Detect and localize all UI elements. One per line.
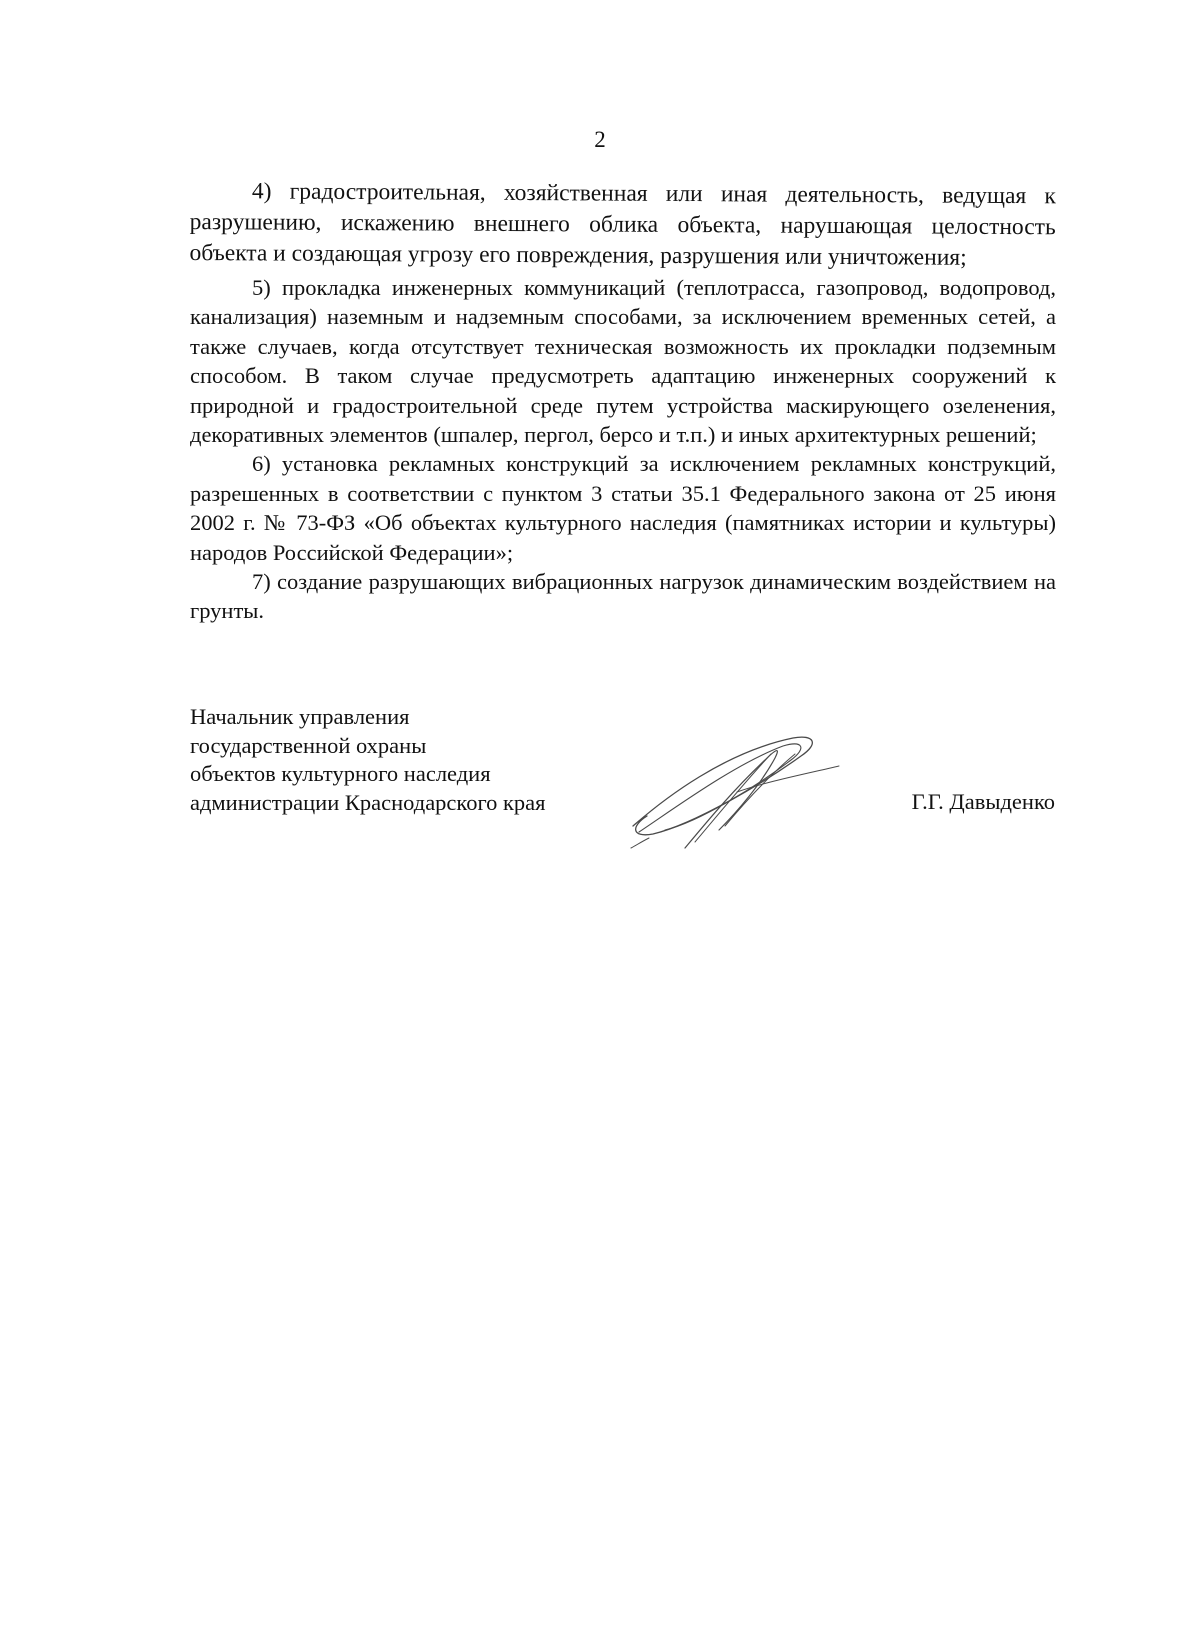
page-number: 2	[594, 127, 606, 152]
paragraph-item-6: 6) установка рекламных конструкций за исключением рекламных конструкций, разрешенных в соответствии с пунктом 3 статьи 35.1 Федерального закона от 25 июня 2002 г. № 73-ФЗ «Об объектах культурного наследия (памятниках истории и культуры) народов Российской Федерации»;	[190, 451, 1056, 565]
position-line: Начальник управления	[190, 704, 410, 729]
handwritten-signature-icon	[625, 730, 850, 855]
position-line: администрации Краснодарского края	[190, 789, 546, 815]
paragraph-item-4: 4) градостроительная, хозяйственная или иная деятельность, ведущая к разрушению, искажению внешнего облика объекта, нарушающая целостность объекта и создающая угрозу его повреждения, разрушения или уничтожения;	[189, 178, 1056, 271]
signer-name: Г.Г. Давыденко	[911, 789, 1055, 814]
position-line: объектов культурного наследия	[190, 761, 491, 786]
paragraph-item-5: 5) прокладка инженерных коммуникаций (теплотрасса, газопровод, водопровод, канализация) наземным и надземным способами, за исключением временных сетей, а также случаев, когда отсутствует техническая возможность их прокладки подземным способом. В таком случае предусмотреть адаптацию инженерных сооружений к природной и градостроительной среде путем устройства маскирующего озеленения, декоративных элементов (шпалер, пергол, берсо и т.п.) и иных архитектурных решений;	[190, 275, 1056, 448]
position-line: государственной охраны	[190, 732, 427, 758]
signatory-position	[190, 703, 610, 817]
document-body	[190, 176, 1056, 626]
paragraph-item-7: 7) создание разрушающих вибрационных нагрузок динамическим воздействием на грунты.	[190, 569, 1056, 624]
